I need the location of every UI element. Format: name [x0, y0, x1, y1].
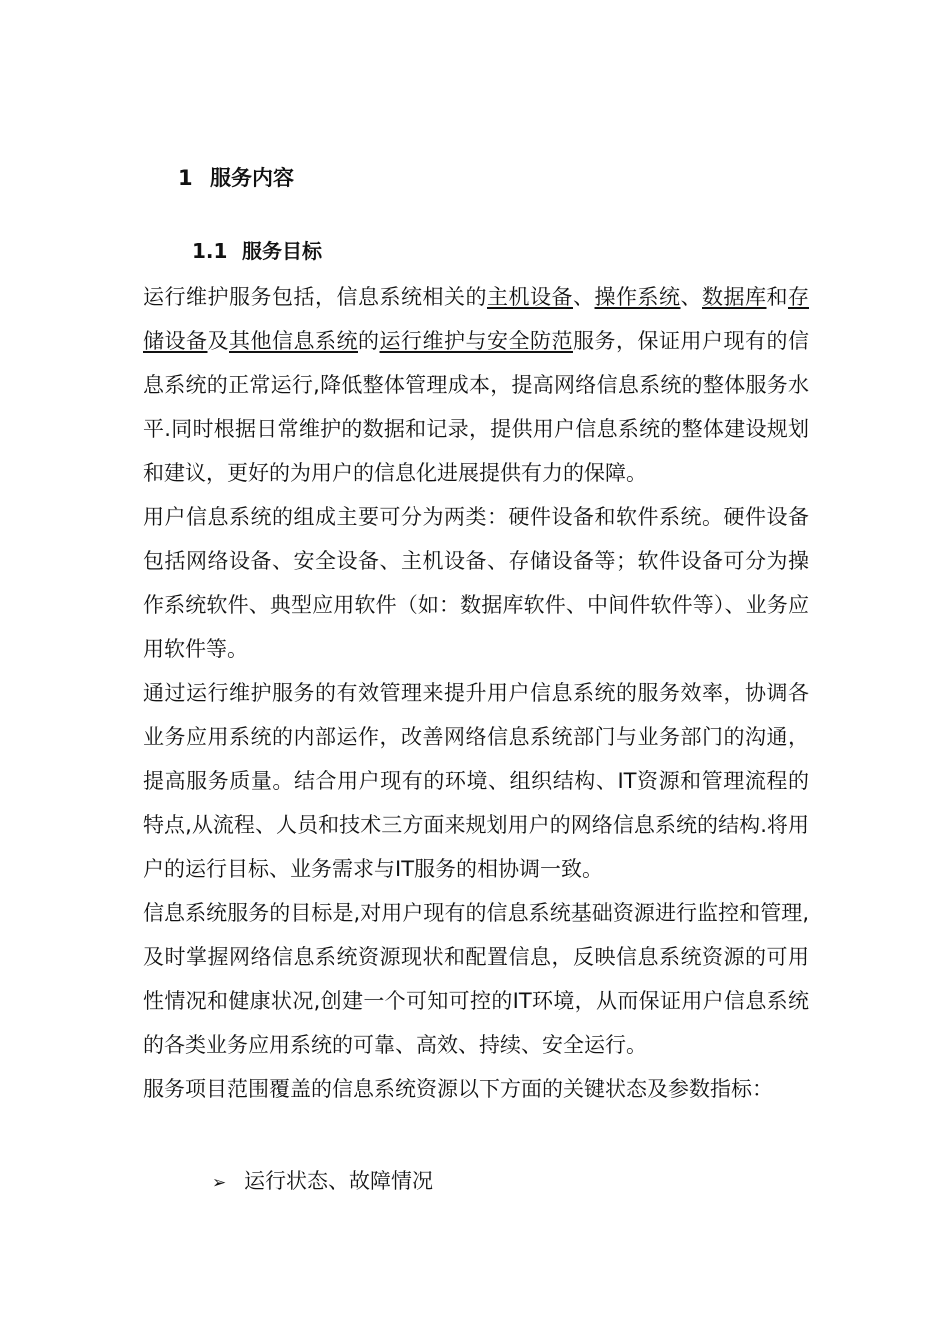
paragraph-1	[143, 275, 809, 495]
paragraph-4: 信息系统服务的目标是,对用户现有的信息系统基础资源进行监控和管理,及时掌握网络信息系统资源现状和配置信息，反映信息系统资源的可用性情况和健康状况,创建一个可知可控的IT环境，从而保证用户信息系统的各类业务应用系统的可靠、高效、持续、安全运行。	[143, 901, 809, 1057]
underlined-term: 运行维护与安全防范	[379, 329, 573, 353]
underlined-term: 操作系统	[594, 285, 681, 309]
text-run: 的	[358, 329, 380, 353]
paragraph-2: 用户信息系统的组成主要可分为两类：硬件设备和软件系统。硬件设备包括网络设备、安全设备、主机设备、存储设备等；软件设备可分为操作系统软件、典型应用软件（如：数据库软件、中间件软件等）、业务应用软件等。	[143, 505, 809, 661]
text-run: 及	[207, 329, 229, 353]
text-run: 运行维护服务包括，信息系统相关的	[143, 285, 487, 309]
arrow-bullet-icon: ➢	[212, 1173, 227, 1193]
underlined-term: 存储设备	[143, 285, 809, 353]
list-item-text: 运行状态、故障情况	[244, 1169, 433, 1193]
section-heading	[178, 163, 294, 193]
subsection-number: 1.1	[192, 239, 228, 263]
underlined-term: 主机设备	[487, 285, 573, 309]
underlined-term: 其他信息系统	[229, 329, 358, 353]
text-run: 、	[573, 285, 595, 309]
subsection-heading	[192, 236, 322, 266]
text-run: 、	[680, 285, 702, 309]
body-text	[143, 275, 809, 1111]
subsection-title: 服务目标	[242, 239, 322, 263]
paragraph-3: 通过运行维护服务的有效管理来提升用户信息系统的服务效率，协调各业务应用系统的内部运作，改善网络信息系统部门与业务部门的沟通，提高服务质量。结合用户现有的环境、组织结构、IT资源和管理流程的特点,从流程、人员和技术三方面来规划用户的网络信息系统的结构.将用户的运行目标、业务需求与IT服务的相协调一致。	[143, 681, 809, 881]
section-number: 1	[178, 166, 193, 190]
text-run: 服务，保证用户现有的信息系统的正常运行,降低整体管理成本，提高网络信息系统的整体服务水平.同时根据日常维护的数据和记录，提供用户信息系统的整体建设规划和建议，更好的为用户的信息化进展提供有力的保障。	[143, 329, 809, 485]
section-title: 服务内容	[210, 166, 294, 190]
list-item	[212, 1159, 433, 1205]
text-run: 和	[766, 285, 788, 309]
underlined-term: 数据库	[702, 285, 767, 309]
paragraph-5: 服务项目范围覆盖的信息系统资源以下方面的关键状态及参数指标：	[143, 1077, 773, 1101]
